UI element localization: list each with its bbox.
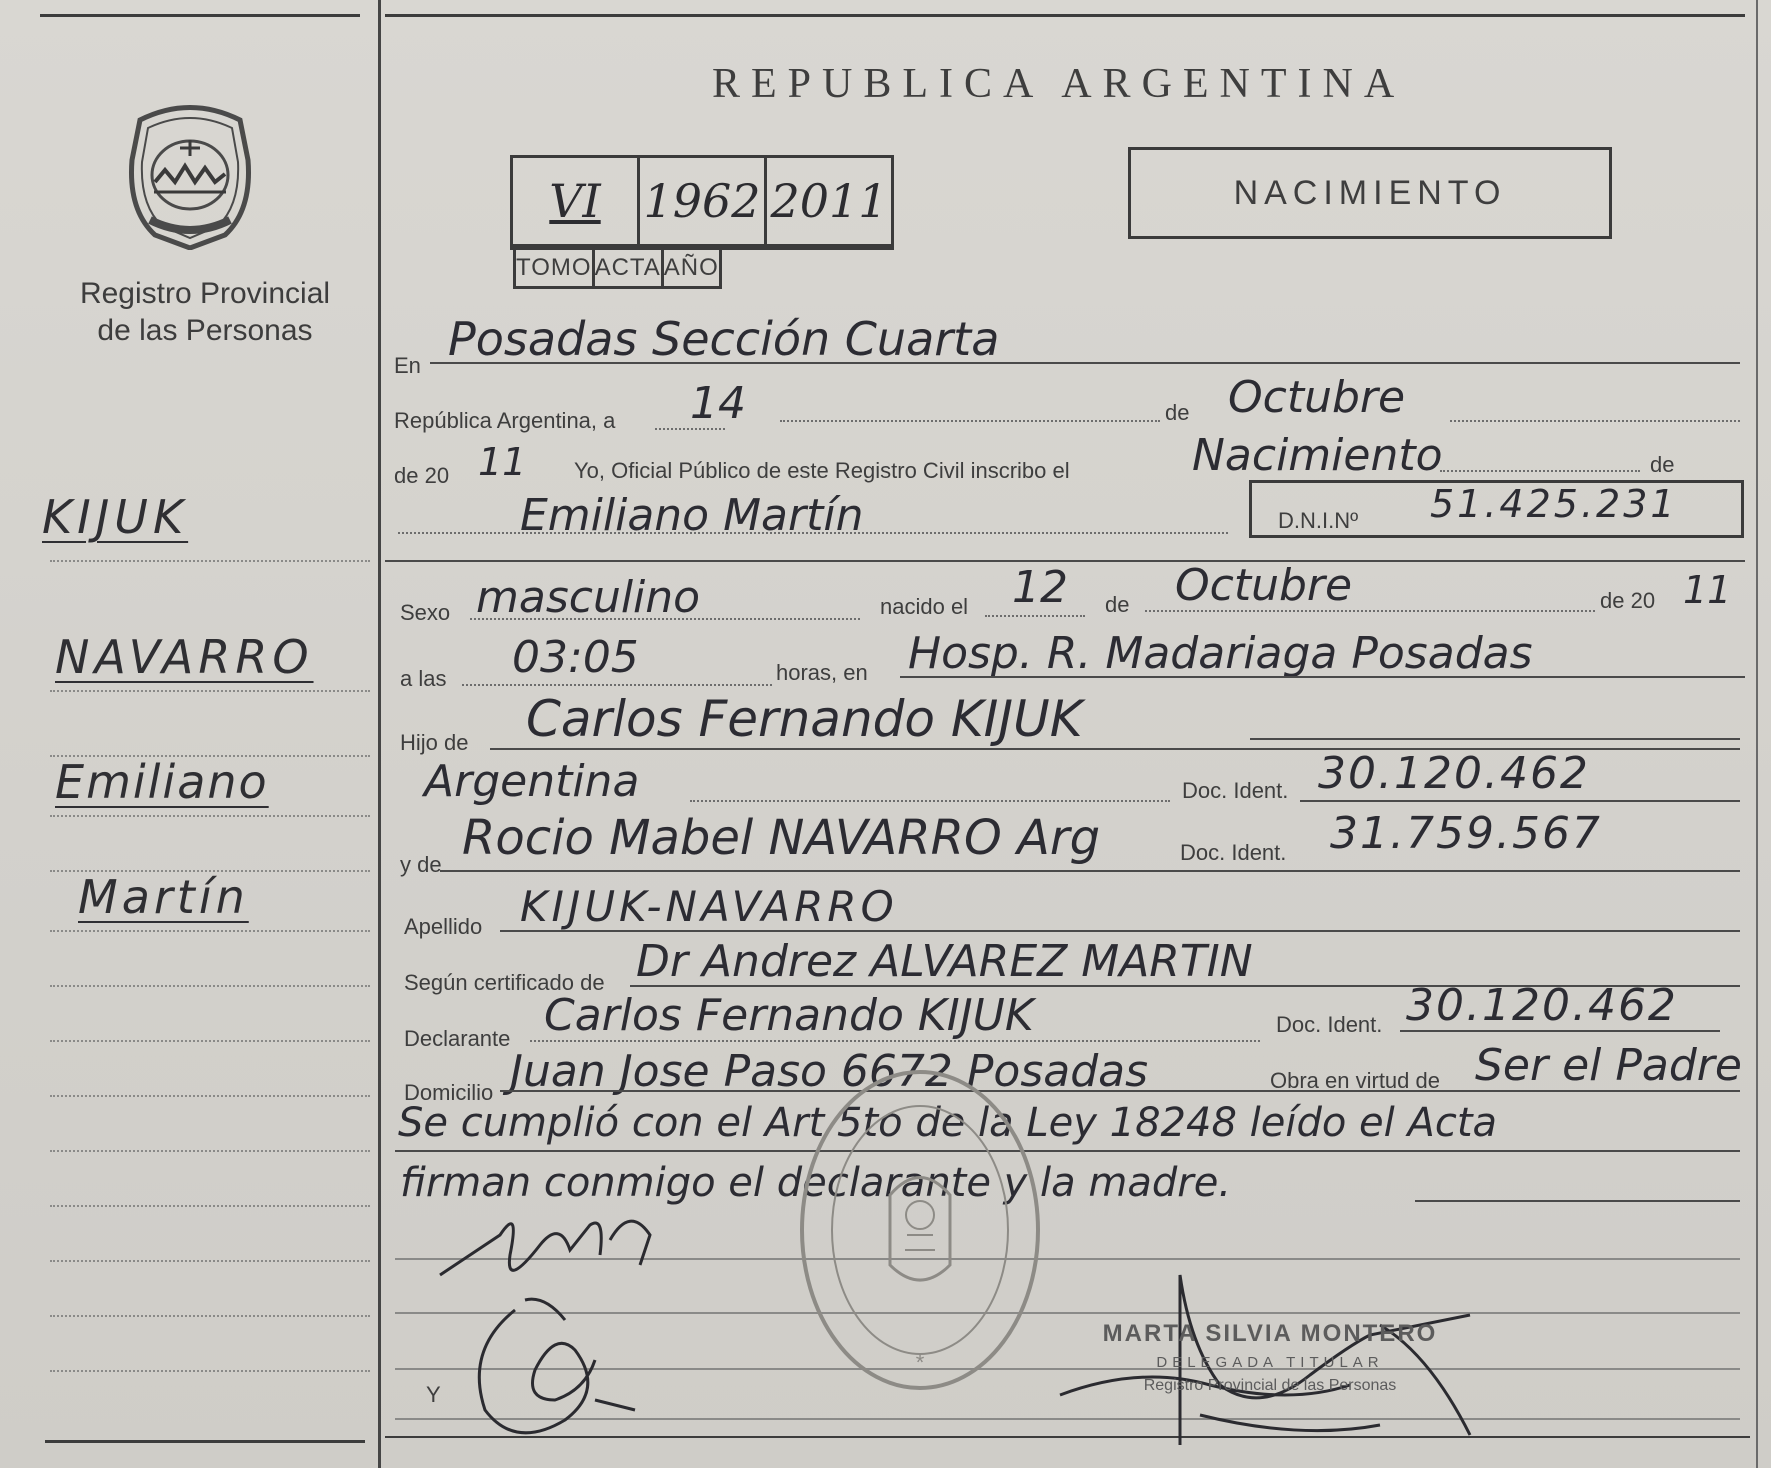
top-rule-right xyxy=(385,14,1745,17)
left-rule xyxy=(50,1150,370,1152)
de-label-3: de xyxy=(1105,592,1130,617)
father-line-2 xyxy=(1250,738,1740,740)
declarant-value: Carlos Fernando KIJUK xyxy=(544,990,1034,1041)
acta-label: ACTA xyxy=(593,249,662,288)
nationality-line xyxy=(690,800,1170,802)
place-line xyxy=(430,362,1740,364)
act-reference-table xyxy=(510,155,894,281)
acta-value: 1962 xyxy=(639,157,766,246)
place-value: Posadas Sección Cuarta xyxy=(448,312,1000,366)
left-border xyxy=(378,0,381,1468)
top-rule-left xyxy=(40,14,360,17)
docident-label-3: Doc. Ident. xyxy=(1276,1012,1383,1037)
bottom-rule-left xyxy=(45,1440,365,1443)
address-value: Juan Jose Paso 6672 Posadas xyxy=(510,1046,1149,1097)
left-rule xyxy=(50,1315,370,1317)
domicilio-label: Domicilio xyxy=(404,1080,494,1105)
de-label-2: de xyxy=(1650,452,1675,477)
father-doc-line xyxy=(1300,800,1740,802)
father-value: Carlos Fernando KIJUK xyxy=(526,690,1083,748)
declarant-doc-line xyxy=(1400,1030,1720,1032)
registry-line-2: de las Personas xyxy=(97,314,313,347)
declarant-signature xyxy=(430,1195,690,1295)
y-label: Y xyxy=(426,1382,441,1407)
segun-label: Según certificado de xyxy=(404,970,605,995)
sexo-label: Sexo xyxy=(400,600,451,625)
anio-value: 2011 xyxy=(766,157,893,246)
mother-signature xyxy=(455,1290,655,1450)
sexo-value: masculino xyxy=(476,572,701,623)
yde-label: y de xyxy=(400,852,442,877)
left-rule xyxy=(50,985,370,987)
svg-text:*: * xyxy=(915,1350,925,1375)
day-rest-line xyxy=(780,420,1160,422)
mother-doc-value: 31.759.567 xyxy=(1330,808,1602,859)
registry-name xyxy=(40,275,370,349)
certifier-value: Dr Andrez ALVAREZ MARTIN xyxy=(636,936,1253,987)
time-line xyxy=(462,684,772,686)
country-title: REPUBLICA ARGENTINA xyxy=(712,61,1406,107)
month-line xyxy=(1450,420,1740,422)
left-rule xyxy=(50,1095,370,1097)
obra-value: Ser el Padre xyxy=(1475,1040,1742,1091)
declarant-line xyxy=(530,1040,1260,1042)
event-value: Nacimiento xyxy=(1192,430,1443,481)
note-rule-2 xyxy=(1415,1200,1740,1202)
official-org: Registro Provincial de las Personas xyxy=(1143,1377,1397,1394)
day-line xyxy=(655,428,725,430)
birth-day-line xyxy=(985,615,1085,617)
father-doc-value: 30.120.462 xyxy=(1318,748,1590,799)
alas-label: a las xyxy=(400,666,447,691)
birth-place-value: Hosp. R. Madariaga Posadas xyxy=(908,628,1533,679)
apellido-value: KIJUK-NAVARRO xyxy=(520,882,898,931)
margin-surname-1: KIJUK xyxy=(42,490,189,544)
birth-month-value: Octubre xyxy=(1175,560,1353,611)
birth-place-line xyxy=(900,676,1745,678)
official-signature-block xyxy=(1080,1320,1460,1395)
father-nationality-value: Argentina xyxy=(424,756,640,807)
en-label: En xyxy=(394,353,421,378)
declarant-doc-value: 30.120.462 xyxy=(1406,980,1678,1031)
left-rule xyxy=(50,560,370,562)
registry-line-1: Registro Provincial xyxy=(79,277,331,310)
time-value: 03:05 xyxy=(512,632,639,683)
right-border xyxy=(1756,0,1758,1468)
left-rule xyxy=(50,1205,370,1207)
dni-label: D.N.I.Nº xyxy=(1278,508,1359,533)
mother-line xyxy=(440,870,1740,872)
child-name-value: Emiliano Martín xyxy=(520,490,864,541)
horas-label: horas, en xyxy=(776,660,868,685)
de-label: de xyxy=(1165,400,1190,425)
tomo-label: TOMO xyxy=(515,249,594,288)
note-line-2: firman conmigo el declarante y la madre. xyxy=(400,1160,1232,1206)
event-line xyxy=(1440,470,1640,472)
note-rule-1 xyxy=(395,1150,1740,1152)
yo-oficial-label: Yo, Oficial Público de este Registro Civil inscribo el xyxy=(574,458,1070,483)
birth-year-suffix-value: 11 xyxy=(1683,568,1732,612)
de20-label-2: de 20 xyxy=(1600,588,1656,613)
left-rule xyxy=(50,1260,370,1262)
declarante-label: Declarante xyxy=(404,1026,511,1051)
act-type-box: NACIMIENTO xyxy=(1128,147,1612,239)
birth-day-value: 12 xyxy=(1012,562,1068,613)
margin-surname-2: NAVARRO xyxy=(55,630,314,684)
apellido-line xyxy=(500,930,1740,932)
hijo-label: Hijo de xyxy=(400,730,469,755)
mother-value: Rocio Mabel NAVARRO Arg xyxy=(462,810,1101,866)
day-value: 14 xyxy=(690,378,746,429)
sexo-line xyxy=(470,618,860,620)
left-rule xyxy=(50,690,370,692)
tomo-value: VI xyxy=(512,157,639,246)
left-rule xyxy=(50,930,370,932)
margin-given-name-1: Emiliano xyxy=(55,755,269,809)
left-rule xyxy=(50,1040,370,1042)
margin-given-name-2: Martín xyxy=(78,870,249,924)
republica-label: República Argentina, a xyxy=(394,408,616,433)
anio-label: AÑO xyxy=(662,249,720,288)
note-line-1: Se cumplió con el Art 5to de la Ley 18248 leído el Acta xyxy=(398,1100,1498,1146)
official-role: DELEGADA TITULAR xyxy=(1156,1354,1384,1371)
official-name: MARTA SILVIA MONTERO xyxy=(1102,1320,1438,1347)
nacido-label: nacido el xyxy=(880,594,969,619)
left-rule xyxy=(50,815,370,817)
dni-value: 51.425.231 xyxy=(1430,482,1678,526)
docident-label-1: Doc. Ident. xyxy=(1182,778,1289,803)
province-seal-icon xyxy=(120,100,260,250)
apellido-label: Apellido xyxy=(404,914,483,939)
address-line xyxy=(500,1090,1740,1092)
left-rule xyxy=(50,1370,370,1372)
obra-label: Obra en virtud de xyxy=(1270,1068,1440,1093)
birth-month-line xyxy=(1145,610,1595,612)
docident-label-2: Doc. Ident. xyxy=(1180,840,1287,865)
de20-label: de 20 xyxy=(394,463,450,488)
month-value: Octubre xyxy=(1228,372,1406,423)
registry-stamp xyxy=(795,1065,1045,1395)
year-suffix-value: 11 xyxy=(478,440,527,484)
child-name-line xyxy=(398,532,1228,534)
